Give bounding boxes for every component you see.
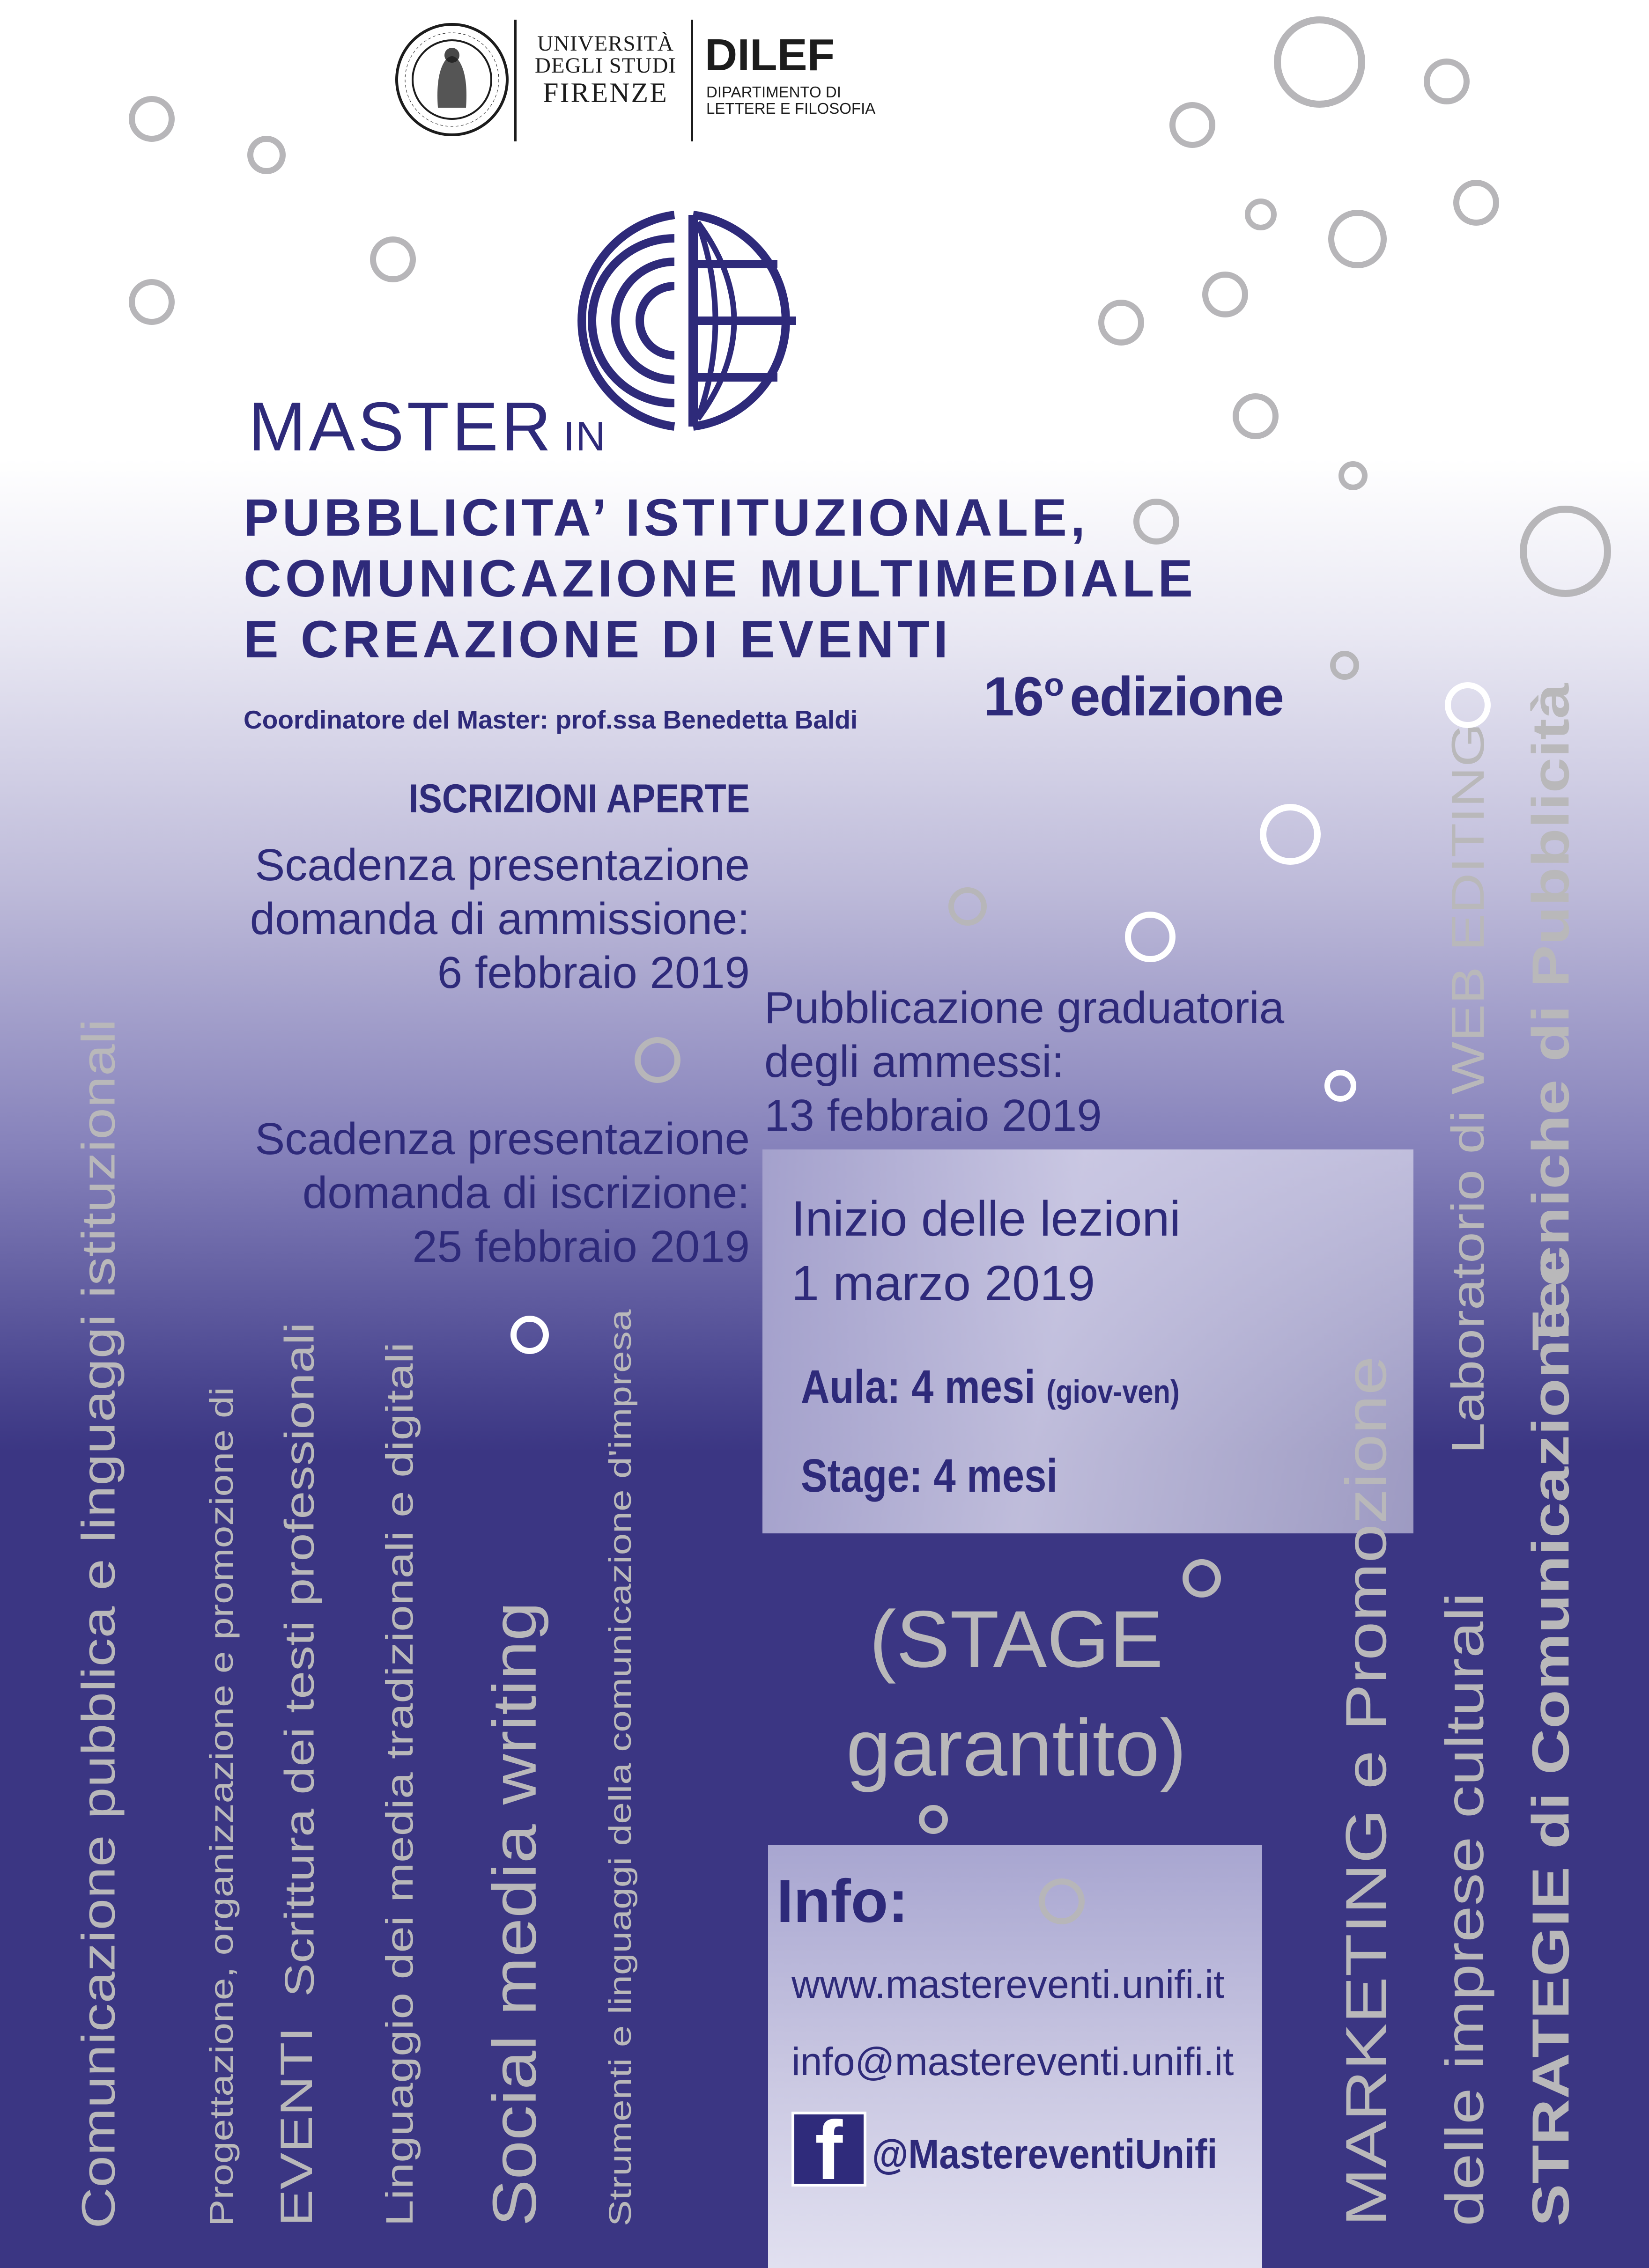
bubble-icon — [1202, 272, 1248, 317]
email-link[interactable]: info@mastereventi.unifi.it — [791, 2040, 1234, 2084]
facebook-icon[interactable] — [791, 2104, 866, 2197]
bubble-icon — [1233, 393, 1279, 439]
ranking-publication — [764, 981, 1284, 1143]
unifi-line-1: UNIVERSITÀ — [537, 31, 674, 56]
bubble-icon — [129, 279, 175, 325]
unifi-seal-icon — [391, 19, 513, 140]
header-divider — [691, 20, 693, 141]
title-line-1: PUBBLICITA’ ISTITUZIONALE, — [244, 488, 1089, 547]
iscrizioni-aperte: ISCRIZIONI APERTE — [408, 776, 750, 821]
bubble-icon — [1169, 102, 1215, 148]
bubble-icon — [510, 1316, 549, 1354]
facebook-glyph: f — [815, 2104, 843, 2197]
admission-line-1: Scadenza presentazione — [255, 840, 750, 890]
dilef-sub-line-1: DIPARTIMENTO DI — [706, 83, 841, 101]
info-title: Info: — [776, 1867, 909, 1935]
lessons-date: 1 marzo 2019 — [791, 1255, 1095, 1311]
bubble-icon — [1330, 651, 1359, 680]
aula-duration — [801, 1360, 1180, 1414]
edition-word: edizione — [1070, 666, 1284, 728]
unifi-line-3: FIRENZE — [543, 77, 668, 108]
bubble-icon — [129, 96, 175, 142]
enrollment-deadline — [255, 1112, 750, 1274]
aula-text: Aula: 4 mesi — [801, 1361, 1035, 1413]
bubble-icon — [1274, 16, 1365, 108]
topic-scrittura: Scrittura dei testi professionali — [276, 1322, 323, 1997]
bubble-icon — [1424, 59, 1470, 104]
bubble-icon — [919, 1805, 948, 1834]
master-word: MASTER — [248, 388, 554, 465]
master-heading — [248, 388, 606, 465]
topic-eventi: EVENTI — [271, 2026, 322, 2226]
topic-linguaggio-media: Linguaggio dei media tradizionali e digitali — [378, 1342, 421, 2226]
bubble-icon — [1445, 682, 1491, 728]
bubble-icon — [1520, 506, 1611, 597]
dilef-sub-line-2: LETTERE E FILOSOFIA — [706, 99, 876, 117]
bubble-icon — [1183, 1559, 1221, 1598]
bubble-icon — [948, 887, 987, 926]
admission-date: 6 febbraio 2019 — [437, 948, 750, 998]
bubble-icon — [247, 136, 286, 174]
enrollment-line-2: domanda di iscrizione: — [302, 1168, 750, 1218]
lessons-start — [791, 1187, 1181, 1316]
aula-note: (giov-ven) — [1046, 1373, 1180, 1410]
bubble-icon — [1453, 180, 1499, 226]
bubble-icon — [1260, 804, 1321, 865]
bubble-icon — [1245, 199, 1277, 230]
stage-line-2: garantito) — [846, 1703, 1187, 1793]
ranking-date: 13 febbraio 2019 — [764, 1090, 1102, 1141]
title-line-2: COMUNICAZIONE MULTIMEDIALE — [244, 549, 1197, 608]
title-line-3: E CREAZIONE DI EVENTI — [244, 610, 952, 669]
topic-strumenti: Strumenti e linguaggi della comunicazione d'impresa — [602, 1309, 638, 2226]
topic-comunicazione-pubblica: Comunicazione pubblica e linguaggi istituzionali — [72, 1019, 125, 2229]
topic-social-media: Social media writing — [480, 1602, 549, 2226]
coordinator-text: Coordinatore del Master: prof.ssa Benedetta Baldi — [244, 705, 858, 734]
bubble-icon — [370, 236, 416, 282]
topic-web-editing: Laboratorio di WEB EDITING — [1442, 723, 1494, 1454]
edition-number: 16 — [983, 666, 1043, 728]
dilef-subtitle — [706, 84, 875, 117]
unifi-name — [528, 33, 683, 107]
edition-degree: o — [1044, 666, 1064, 703]
website-link[interactable]: www.mastereventi.unifi.it — [791, 1962, 1225, 2006]
dilef-title: DILEF — [705, 30, 835, 80]
header-divider — [514, 20, 517, 141]
bubble-icon — [1338, 461, 1368, 490]
ranking-line-2: degli ammessi: — [764, 1037, 1065, 1087]
lessons-title: Inizio delle lezioni — [791, 1191, 1181, 1246]
topic-strategie: STRATEGIE di Comunicazione e — [1521, 1251, 1580, 2226]
topic-imprese-culturali: delle imprese culturali — [1434, 1592, 1495, 2226]
bubble-icon — [1328, 210, 1387, 268]
unifi-line-2: DEGLI STUDI — [534, 53, 677, 78]
bubble-icon — [1125, 912, 1176, 962]
bubble-icon — [1133, 499, 1179, 545]
bubble-icon — [635, 1037, 680, 1083]
master-emblem-icon — [574, 204, 808, 438]
topic-marketing: MARKETING e Promozione — [1333, 1356, 1398, 2226]
topic-progettazione: Progettazione, organizzazione e promozione di — [203, 1387, 240, 2226]
topic-tecniche-pubblicita: Tecniche di Pubblicità — [1521, 683, 1580, 1351]
in-word: IN — [563, 413, 606, 459]
stage-line-1: (STAGE — [869, 1594, 1163, 1684]
admission-line-2: domanda di ammissione: — [250, 894, 750, 944]
stage-guaranteed — [768, 1585, 1264, 1802]
enrollment-date: 25 febbraio 2019 — [412, 1222, 750, 1272]
bubble-icon — [1324, 1070, 1356, 1102]
ranking-line-1: Pubblicazione graduatoria — [764, 983, 1285, 1033]
bubble-icon — [1039, 1878, 1085, 1924]
admission-deadline — [250, 838, 750, 1000]
bubble-icon — [1098, 300, 1144, 346]
facebook-handle[interactable]: @MastereventiUnifi — [872, 2131, 1218, 2177]
enrollment-line-1: Scadenza presentazione — [255, 1114, 750, 1164]
edition-label — [983, 665, 1283, 729]
stage-duration: Stage: 4 mesi — [801, 1450, 1058, 1502]
